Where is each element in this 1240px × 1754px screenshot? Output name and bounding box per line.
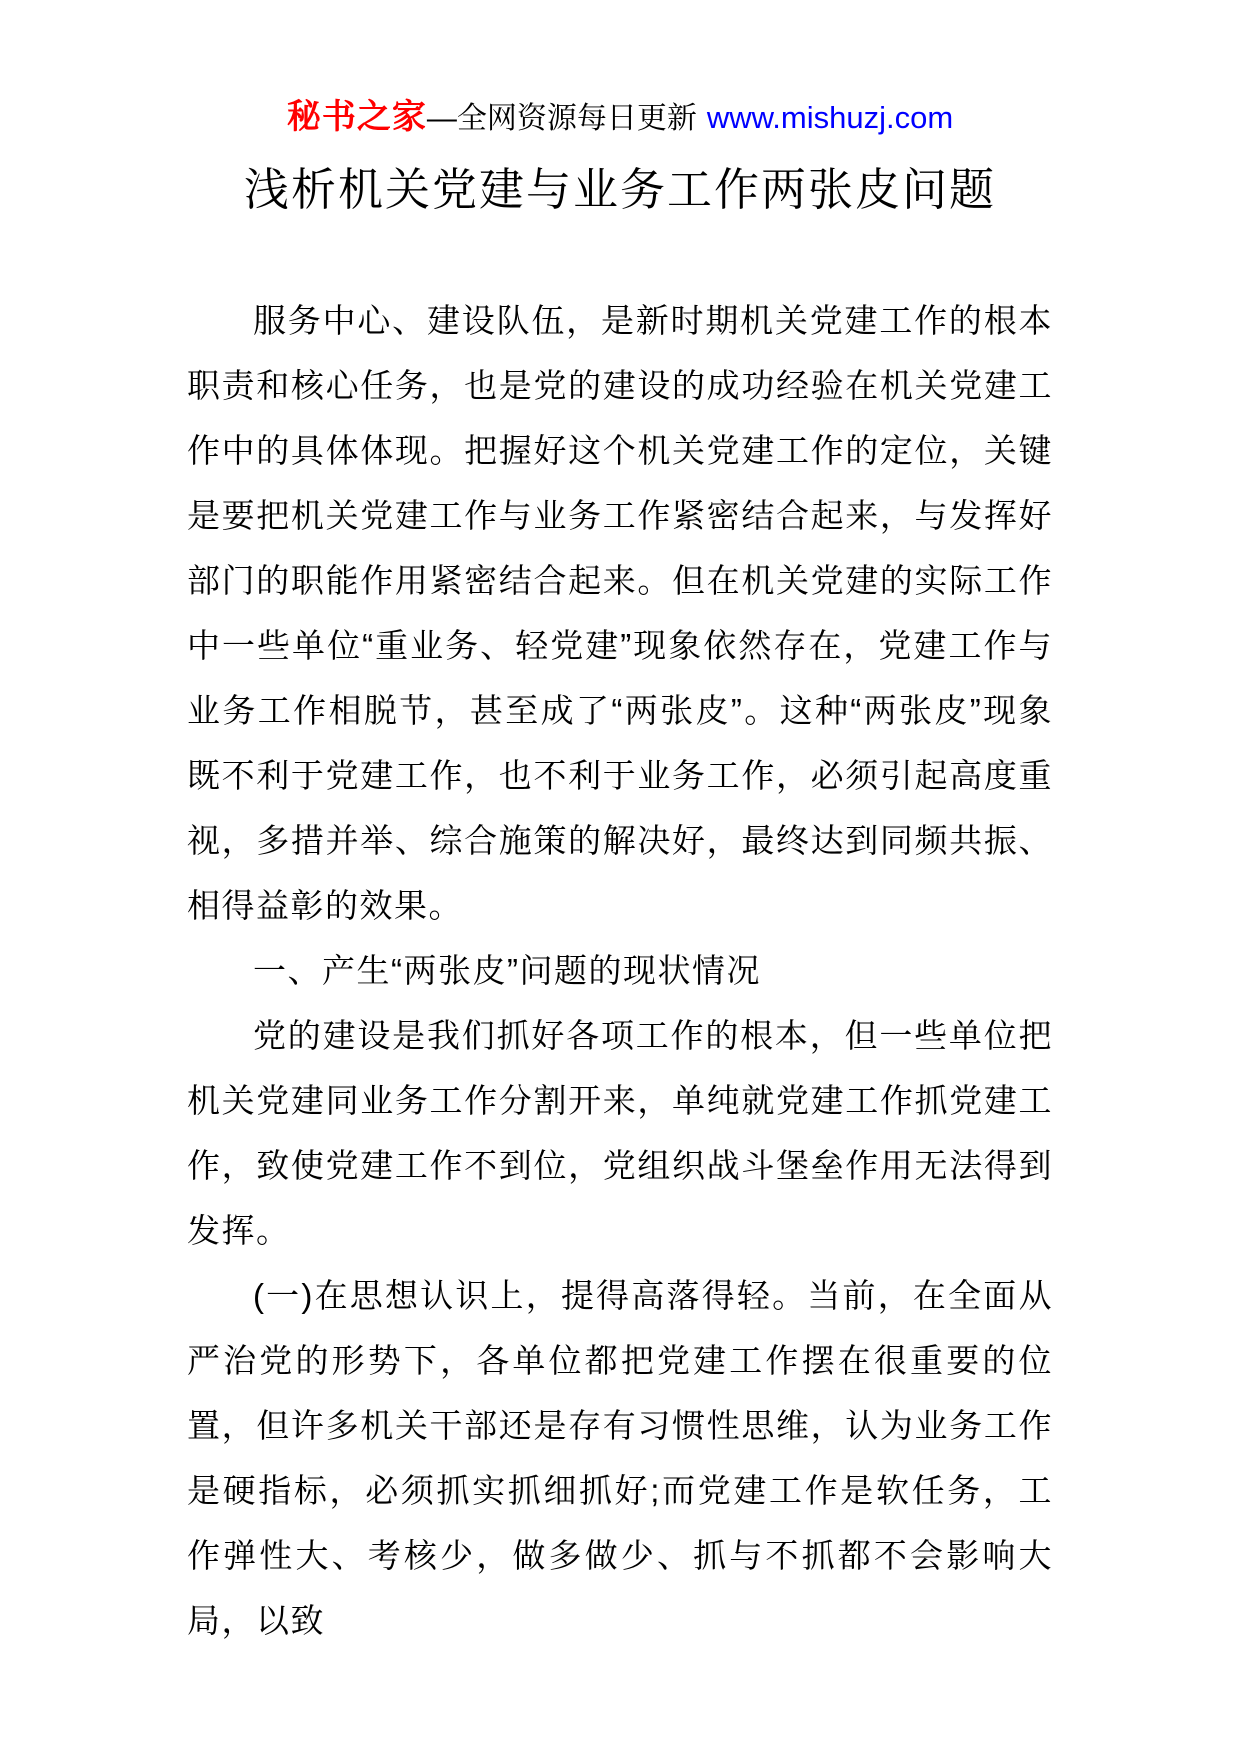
paragraph: (一)在思想认识上，提得高落得轻。当前，在全面从严治党的形势下，各单位都把党建工作摆在很重要的位置，但许多机关干部还是存有习惯性思维，认为业务工作是硬指标，必须抓实抓细抓好;而党建工作是软任务，工作弹性大、考核少，做多做少、抓与不抓都不会影响大局，以致 [187, 1277, 1053, 1639]
header-separator: — [426, 102, 457, 135]
document-body [187, 288, 1053, 1653]
paragraph: 服务中心、建设队伍，是新时期机关党建工作的根本职责和核心任务，也是党的建设的成功经验在机关党建工作中的具体体现。把握好这个机关党建工作的定位，关键是要把机关党建工作与业务工作紧密结合起来，与发挥好部门的职能作用紧密结合起来。但在机关党建的实际工作中一些单位“重业务、轻党建”现象依然存在，党建工作与业务工作相脱节，甚至成了“两张皮”。这种“两张皮”现象既不利于党建工作，也不利于业务工作，必须引起高度重视，多措并举、综合施策的解决好，最终达到同频共振、相得益彰的效果。 [187, 302, 1053, 924]
site-tagline: 全网资源每日更新 [456, 102, 697, 135]
site-header [0, 0, 1240, 138]
document-title: 浅析机关党建与业务工作两张皮问题 [243, 164, 996, 215]
site-url-link[interactable]: www.mishuzj.com [706, 100, 954, 135]
paragraph: 党的建设是我们抓好各项工作的根本，但一些单位把机关党建同业务工作分割开来，单纯就党建工作抓党建工作，致使党建工作不到位，党组织战斗堡垒作用无法得到发挥。 [187, 1017, 1053, 1249]
site-brand: 秘书之家 [286, 98, 427, 136]
section-heading: 一、产生“两张皮”问题的现状情况 [253, 952, 761, 989]
